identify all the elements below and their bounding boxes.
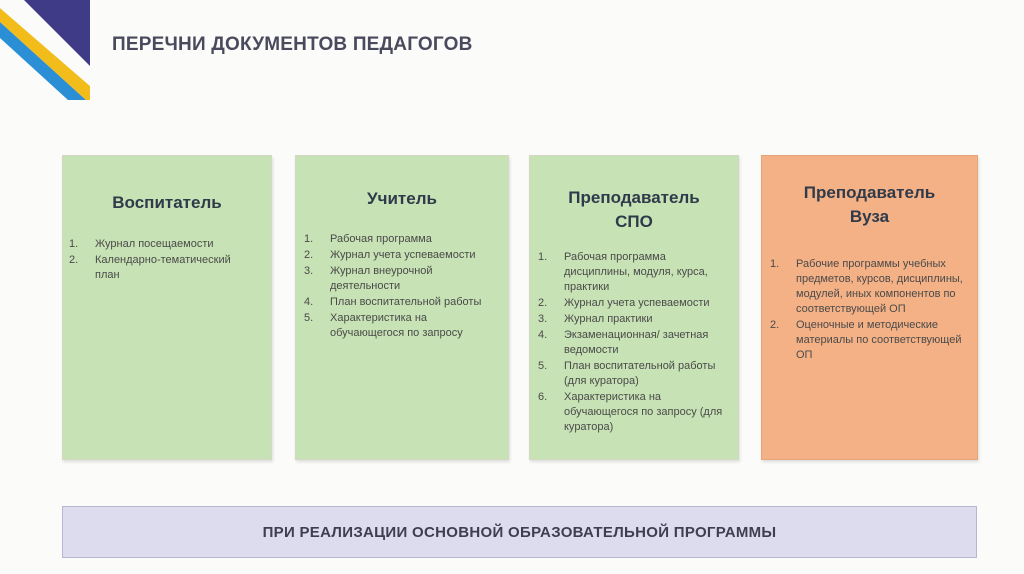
list-item: 2. Журнал учета успеваемости xyxy=(304,249,476,261)
list-item: 4. Экзаменационная/ зачетная ведомости xyxy=(538,329,709,356)
list-item: 1. Рабочие программы учебных предметов, курсов, дисциплины, модулей, иных компонентов по соответствующей ОП xyxy=(770,258,963,315)
card-vospitatel xyxy=(62,155,272,460)
corner-stripes-decoration xyxy=(0,0,100,100)
document-list xyxy=(770,257,963,363)
page-title: ПЕРЕЧНИ ДОКУМЕНТОВ ПЕДАГОГОВ xyxy=(112,34,473,55)
list-item: 2. Журнал учета успеваемости xyxy=(538,297,710,309)
card-prepodavatel-spo xyxy=(529,155,739,460)
list-item: 1. Рабочая программа дисциплины, модуля, курса, практики xyxy=(538,251,708,293)
document-list xyxy=(304,232,492,341)
list-item: 5. План воспитательной работы (для куратора) xyxy=(538,360,716,387)
list-item: 2. Календарно-тематический план xyxy=(69,254,231,281)
card-prepodavatel-vuza xyxy=(761,155,978,460)
list-item: 4. План воспитательной работы xyxy=(304,296,482,308)
list-item: 5. Характеристика на обучающегося по запросу xyxy=(304,312,463,339)
list-item: 1. Журнал посещаемости xyxy=(69,238,214,250)
list-item: 3. Журнал внеурочной деятельности xyxy=(304,265,433,292)
list-item: 3. Журнал практики xyxy=(538,313,653,325)
card-title: Преподаватель СПО xyxy=(568,188,700,231)
list-item: 2. Оценочные и методические материалы по соответствующей ОП xyxy=(770,319,962,361)
card-title: Воспитатель xyxy=(112,193,222,212)
list-item: 1. Рабочая программа xyxy=(304,233,432,245)
card-title: Преподаватель Вуза xyxy=(803,183,936,226)
document-list xyxy=(538,250,724,435)
list-item: 6. Характеристика на обучающегося по запросу (для куратора) xyxy=(538,391,723,433)
card-uchitel xyxy=(295,155,509,460)
document-list xyxy=(69,237,255,283)
card-title: Учитель xyxy=(367,189,437,208)
program-banner: ПРИ РЕАЛИЗАЦИИ ОСНОВНОЙ ОБРАЗОВАТЕЛЬНОЙ ПРОГРАММЫ xyxy=(62,506,977,558)
